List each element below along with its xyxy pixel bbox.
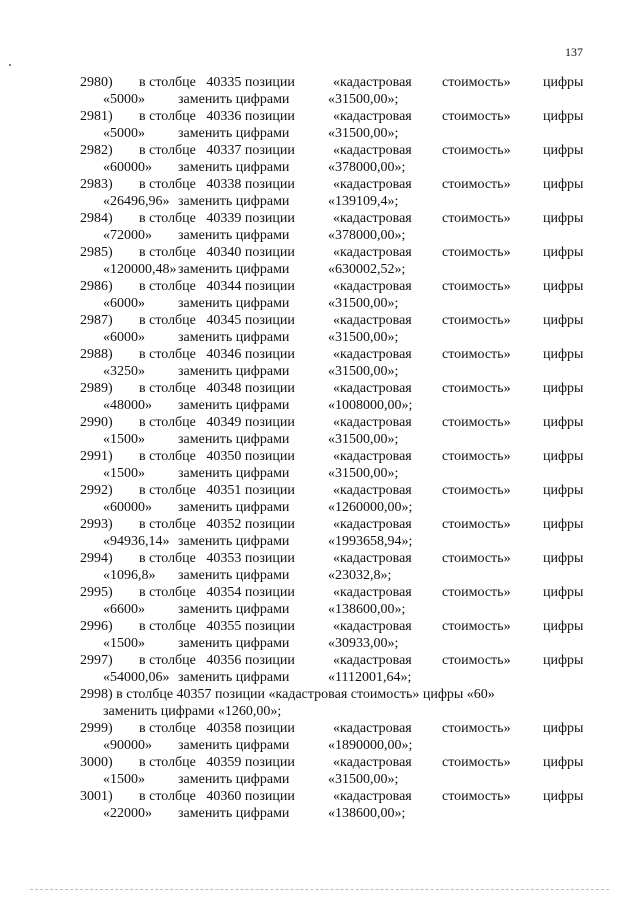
cost-text: стоимость» bbox=[442, 109, 511, 124]
entry-number: 2988) bbox=[80, 347, 113, 362]
column-number: 40353 bbox=[206, 551, 242, 566]
amendment-entry bbox=[0, 380, 639, 414]
digits-text: цифры bbox=[543, 653, 584, 668]
in-column-text: в столбце bbox=[139, 483, 196, 498]
old-value: «5000» bbox=[103, 92, 145, 107]
digits-text: цифры bbox=[543, 551, 584, 566]
new-value: «1260000,00»; bbox=[328, 500, 413, 515]
cadastral-text: «кадастровая bbox=[333, 211, 412, 226]
column-number: 40338 bbox=[206, 177, 242, 192]
old-value: «48000» bbox=[103, 398, 152, 413]
new-value: «31500,00»; bbox=[328, 92, 399, 107]
entry-number: 2984) bbox=[80, 211, 113, 226]
new-value: «139109,4»; bbox=[328, 194, 399, 209]
digits-text: цифры bbox=[543, 415, 584, 430]
entry-number: 2990) bbox=[80, 415, 113, 430]
position-text: позиции bbox=[244, 755, 295, 770]
entry-column bbox=[139, 108, 295, 125]
digits-text: цифры bbox=[543, 721, 584, 736]
amendment-entry bbox=[0, 482, 639, 516]
position-text: позиции bbox=[244, 517, 295, 532]
old-value: «5000» bbox=[103, 126, 145, 141]
new-value: «378000,00»; bbox=[328, 160, 406, 175]
old-value: «1096,8» bbox=[103, 568, 156, 583]
entry-line-1: 2998) в столбце 40357 позиции «кадастровая стоимость» цифры «60» bbox=[80, 687, 495, 702]
amendment-entry bbox=[0, 278, 639, 312]
entry-number: 2992) bbox=[80, 483, 113, 498]
in-column-text: в столбце bbox=[139, 75, 196, 90]
entry-column bbox=[139, 380, 295, 397]
bottom-rule bbox=[30, 889, 609, 890]
cost-text: стоимость» bbox=[442, 415, 511, 430]
replace-text: заменить цифрами bbox=[178, 262, 290, 277]
entry-number: 2991) bbox=[80, 449, 113, 464]
digits-text: цифры bbox=[543, 789, 584, 804]
in-column-text: в столбце bbox=[139, 415, 196, 430]
cadastral-text: «кадастровая bbox=[333, 653, 412, 668]
position-text: позиции bbox=[244, 143, 295, 158]
column-number: 40346 bbox=[206, 347, 242, 362]
old-value: «3250» bbox=[103, 364, 145, 379]
in-column-text: в столбце bbox=[139, 755, 196, 770]
amendment-entry bbox=[0, 244, 639, 278]
entry-column bbox=[139, 516, 295, 533]
entry-number: 2993) bbox=[80, 517, 113, 532]
cost-text: стоимость» bbox=[442, 245, 511, 260]
cost-text: стоимость» bbox=[442, 721, 511, 736]
replace-text: заменить цифрами bbox=[178, 398, 290, 413]
new-value: «31500,00»; bbox=[328, 466, 399, 481]
digits-text: цифры bbox=[543, 483, 584, 498]
old-value: «1500» bbox=[103, 636, 145, 651]
amendment-entry bbox=[0, 686, 639, 720]
cost-text: стоимость» bbox=[442, 755, 511, 770]
in-column-text: в столбце bbox=[139, 619, 196, 634]
digits-text: цифры bbox=[543, 619, 584, 634]
position-text: позиции bbox=[244, 381, 295, 396]
old-value: «60000» bbox=[103, 160, 152, 175]
position-text: позиции bbox=[244, 279, 295, 294]
cadastral-text: «кадастровая bbox=[333, 789, 412, 804]
amendment-entry bbox=[0, 312, 639, 346]
in-column-text: в столбце bbox=[139, 177, 196, 192]
old-value: «60000» bbox=[103, 500, 152, 515]
replace-text: заменить цифрами bbox=[178, 92, 290, 107]
amendment-entry bbox=[0, 652, 639, 686]
digits-text: цифры bbox=[543, 585, 584, 600]
in-column-text: в столбце bbox=[139, 211, 196, 226]
entry-column bbox=[139, 414, 295, 431]
digits-text: цифры bbox=[543, 313, 584, 328]
in-column-text: в столбце bbox=[139, 517, 196, 532]
column-number: 40340 bbox=[206, 245, 242, 260]
amendment-entry bbox=[0, 584, 639, 618]
old-value: «22000» bbox=[103, 806, 152, 821]
entry-column bbox=[139, 788, 295, 805]
column-number: 40335 bbox=[206, 75, 242, 90]
new-value: «30933,00»; bbox=[328, 636, 399, 651]
column-number: 40349 bbox=[206, 415, 242, 430]
entry-column bbox=[139, 346, 295, 363]
replace-text: заменить цифрами bbox=[178, 126, 290, 141]
cost-text: стоимость» bbox=[442, 789, 511, 804]
amendment-entry bbox=[0, 788, 639, 822]
cadastral-text: «кадастровая bbox=[333, 313, 412, 328]
cadastral-text: «кадастровая bbox=[333, 75, 412, 90]
replace-text: заменить цифрами bbox=[178, 330, 290, 345]
in-column-text: в столбце bbox=[139, 143, 196, 158]
old-value: «90000» bbox=[103, 738, 152, 753]
replace-text: заменить цифрами bbox=[178, 228, 290, 243]
entry-number: 2980) bbox=[80, 75, 113, 90]
entry-number: 3000) bbox=[80, 755, 113, 770]
in-column-text: в столбце bbox=[139, 313, 196, 328]
position-text: позиции bbox=[244, 313, 295, 328]
cadastral-text: «кадастровая bbox=[333, 449, 412, 464]
position-text: позиции bbox=[244, 245, 295, 260]
position-text: позиции bbox=[244, 75, 295, 90]
amendment-entry bbox=[0, 176, 639, 210]
column-number: 40352 bbox=[206, 517, 242, 532]
in-column-text: в столбце bbox=[139, 109, 196, 124]
amendment-list bbox=[0, 74, 639, 822]
position-text: позиции bbox=[244, 109, 295, 124]
position-text: позиции bbox=[244, 415, 295, 430]
cost-text: стоимость» bbox=[442, 483, 511, 498]
amendment-entry bbox=[0, 550, 639, 584]
entry-column bbox=[139, 312, 295, 329]
position-text: позиции bbox=[244, 585, 295, 600]
cadastral-text: «кадастровая bbox=[333, 347, 412, 362]
position-text: позиции bbox=[244, 551, 295, 566]
cadastral-text: «кадастровая bbox=[333, 415, 412, 430]
entry-column bbox=[139, 142, 295, 159]
entry-number: 2999) bbox=[80, 721, 113, 736]
cadastral-text: «кадастровая bbox=[333, 109, 412, 124]
replace-text: заменить цифрами bbox=[178, 194, 290, 209]
cost-text: стоимость» bbox=[442, 279, 511, 294]
cost-text: стоимость» bbox=[442, 381, 511, 396]
cost-text: стоимость» bbox=[442, 347, 511, 362]
position-text: позиции bbox=[244, 619, 295, 634]
replace-text: заменить цифрами bbox=[178, 160, 290, 175]
column-number: 40345 bbox=[206, 313, 242, 328]
column-number: 40350 bbox=[206, 449, 242, 464]
old-value: «6000» bbox=[103, 330, 145, 345]
column-number: 40337 bbox=[206, 143, 242, 158]
column-number: 40360 bbox=[206, 789, 242, 804]
position-text: позиции bbox=[244, 653, 295, 668]
cadastral-text: «кадастровая bbox=[333, 143, 412, 158]
replace-text: заменить цифрами bbox=[178, 602, 290, 617]
position-text: позиции bbox=[244, 211, 295, 226]
column-number: 40355 bbox=[206, 619, 242, 634]
entry-number: 2995) bbox=[80, 585, 113, 600]
digits-text: цифры bbox=[543, 177, 584, 192]
column-number: 40354 bbox=[206, 585, 242, 600]
old-value: «26496,96» bbox=[103, 194, 170, 209]
cost-text: стоимость» bbox=[442, 585, 511, 600]
new-value: «630002,52»; bbox=[328, 262, 406, 277]
new-value: «31500,00»; bbox=[328, 772, 399, 787]
entry-column bbox=[139, 278, 295, 295]
amendment-entry bbox=[0, 108, 639, 142]
cadastral-text: «кадастровая bbox=[333, 721, 412, 736]
cost-text: стоимость» bbox=[442, 143, 511, 158]
digits-text: цифры bbox=[543, 381, 584, 396]
entry-number: 2989) bbox=[80, 381, 113, 396]
entry-column bbox=[139, 74, 295, 91]
amendment-entry bbox=[0, 618, 639, 652]
cadastral-text: «кадастровая bbox=[333, 279, 412, 294]
amendment-entry bbox=[0, 754, 639, 788]
new-value: «23032,8»; bbox=[328, 568, 392, 583]
new-value: «378000,00»; bbox=[328, 228, 406, 243]
entry-column bbox=[139, 448, 295, 465]
in-column-text: в столбце bbox=[139, 449, 196, 464]
replace-text: заменить цифрами bbox=[178, 738, 290, 753]
amendment-entry bbox=[0, 414, 639, 448]
cost-text: стоимость» bbox=[442, 211, 511, 226]
column-number: 40336 bbox=[206, 109, 242, 124]
new-value: «31500,00»; bbox=[328, 296, 399, 311]
entry-column bbox=[139, 618, 295, 635]
digits-text: цифры bbox=[543, 347, 584, 362]
new-value: «1008000,00»; bbox=[328, 398, 413, 413]
replace-text: заменить цифрами bbox=[178, 636, 290, 651]
entry-column bbox=[139, 210, 295, 227]
replace-text: заменить цифрами bbox=[178, 534, 290, 549]
column-number: 40348 bbox=[206, 381, 242, 396]
in-column-text: в столбце bbox=[139, 381, 196, 396]
digits-text: цифры bbox=[543, 517, 584, 532]
new-value: «138600,00»; bbox=[328, 806, 406, 821]
old-value: «6000» bbox=[103, 296, 145, 311]
digits-text: цифры bbox=[543, 211, 584, 226]
cadastral-text: «кадастровая bbox=[333, 755, 412, 770]
cost-text: стоимость» bbox=[442, 449, 511, 464]
column-number: 40356 bbox=[206, 653, 242, 668]
replace-text: заменить цифрами bbox=[178, 296, 290, 311]
new-value: «1993658,94»; bbox=[328, 534, 413, 549]
amendment-entry bbox=[0, 516, 639, 550]
new-value: «1112001,64»; bbox=[328, 670, 412, 685]
column-number: 40339 bbox=[206, 211, 242, 226]
position-text: позиции bbox=[244, 177, 295, 192]
cadastral-text: «кадастровая bbox=[333, 483, 412, 498]
replace-text: заменить цифрами bbox=[178, 806, 290, 821]
entry-column bbox=[139, 754, 295, 771]
position-text: позиции bbox=[244, 449, 295, 464]
entry-column bbox=[139, 652, 295, 669]
cost-text: стоимость» bbox=[442, 75, 511, 90]
column-number: 40358 bbox=[206, 721, 242, 736]
entry-line-2: заменить цифрами «1260,00»; bbox=[103, 704, 282, 719]
digits-text: цифры bbox=[543, 755, 584, 770]
digits-text: цифры bbox=[543, 279, 584, 294]
old-value: «120000,48» bbox=[103, 262, 177, 277]
entry-column bbox=[139, 720, 295, 737]
amendment-entry bbox=[0, 74, 639, 108]
entry-number: 2983) bbox=[80, 177, 113, 192]
old-value: «94936,14» bbox=[103, 534, 170, 549]
cost-text: стоимость» bbox=[442, 551, 511, 566]
position-text: позиции bbox=[244, 721, 295, 736]
column-number: 40344 bbox=[206, 279, 242, 294]
entry-number: 2981) bbox=[80, 109, 113, 124]
cadastral-text: «кадастровая bbox=[333, 177, 412, 192]
replace-text: заменить цифрами bbox=[178, 432, 290, 447]
replace-text: заменить цифрами bbox=[178, 670, 290, 685]
in-column-text: в столбце bbox=[139, 279, 196, 294]
entry-column bbox=[139, 482, 295, 499]
position-text: позиции bbox=[244, 347, 295, 362]
cadastral-text: «кадастровая bbox=[333, 517, 412, 532]
cadastral-text: «кадастровая bbox=[333, 381, 412, 396]
position-text: позиции bbox=[244, 789, 295, 804]
digits-text: цифры bbox=[543, 109, 584, 124]
entry-column bbox=[139, 584, 295, 601]
entry-number: 2994) bbox=[80, 551, 113, 566]
entry-number: 2982) bbox=[80, 143, 113, 158]
cost-text: стоимость» bbox=[442, 517, 511, 532]
position-text: позиции bbox=[244, 483, 295, 498]
cost-text: стоимость» bbox=[442, 653, 511, 668]
new-value: «31500,00»; bbox=[328, 364, 399, 379]
cost-text: стоимость» bbox=[442, 177, 511, 192]
new-value: «1890000,00»; bbox=[328, 738, 413, 753]
entry-number: 3001) bbox=[80, 789, 113, 804]
entry-column bbox=[139, 244, 295, 261]
old-value: «72000» bbox=[103, 228, 152, 243]
entry-number: 2987) bbox=[80, 313, 113, 328]
cadastral-text: «кадастровая bbox=[333, 619, 412, 634]
new-value: «138600,00»; bbox=[328, 602, 406, 617]
in-column-text: в столбце bbox=[139, 789, 196, 804]
in-column-text: в столбце bbox=[139, 653, 196, 668]
cadastral-text: «кадастровая bbox=[333, 245, 412, 260]
old-value: «6600» bbox=[103, 602, 145, 617]
amendment-entry bbox=[0, 346, 639, 380]
entry-number: 2985) bbox=[80, 245, 113, 260]
entry-column bbox=[139, 550, 295, 567]
digits-text: цифры bbox=[543, 245, 584, 260]
old-value: «54000,06» bbox=[103, 670, 170, 685]
cost-text: стоимость» bbox=[442, 313, 511, 328]
old-value: «1500» bbox=[103, 432, 145, 447]
in-column-text: в столбце bbox=[139, 551, 196, 566]
new-value: «31500,00»; bbox=[328, 330, 399, 345]
column-number: 40359 bbox=[206, 755, 242, 770]
replace-text: заменить цифрами bbox=[178, 568, 290, 583]
in-column-text: в столбце bbox=[139, 347, 196, 362]
in-column-text: в столбце bbox=[139, 245, 196, 260]
page-number: 137 bbox=[565, 45, 583, 59]
cost-text: стоимость» bbox=[442, 619, 511, 634]
replace-text: заменить цифрами bbox=[178, 500, 290, 515]
replace-text: заменить цифрами bbox=[178, 466, 290, 481]
in-column-text: в столбце bbox=[139, 721, 196, 736]
old-value: «1500» bbox=[103, 466, 145, 481]
cadastral-text: «кадастровая bbox=[333, 585, 412, 600]
amendment-entry bbox=[0, 142, 639, 176]
entry-number: 2997) bbox=[80, 653, 113, 668]
digits-text: цифры bbox=[543, 75, 584, 90]
digits-text: цифры bbox=[543, 143, 584, 158]
new-value: «31500,00»; bbox=[328, 432, 399, 447]
column-number: 40351 bbox=[206, 483, 242, 498]
in-column-text: в столбце bbox=[139, 585, 196, 600]
replace-text: заменить цифрами bbox=[178, 772, 290, 787]
scan-speck bbox=[9, 64, 11, 66]
new-value: «31500,00»; bbox=[328, 126, 399, 141]
amendment-entry bbox=[0, 720, 639, 754]
cadastral-text: «кадастровая bbox=[333, 551, 412, 566]
old-value: «1500» bbox=[103, 772, 145, 787]
entry-column bbox=[139, 176, 295, 193]
entry-number: 2986) bbox=[80, 279, 113, 294]
amendment-entry bbox=[0, 448, 639, 482]
amendment-entry bbox=[0, 210, 639, 244]
entry-number: 2996) bbox=[80, 619, 113, 634]
digits-text: цифры bbox=[543, 449, 584, 464]
replace-text: заменить цифрами bbox=[178, 364, 290, 379]
